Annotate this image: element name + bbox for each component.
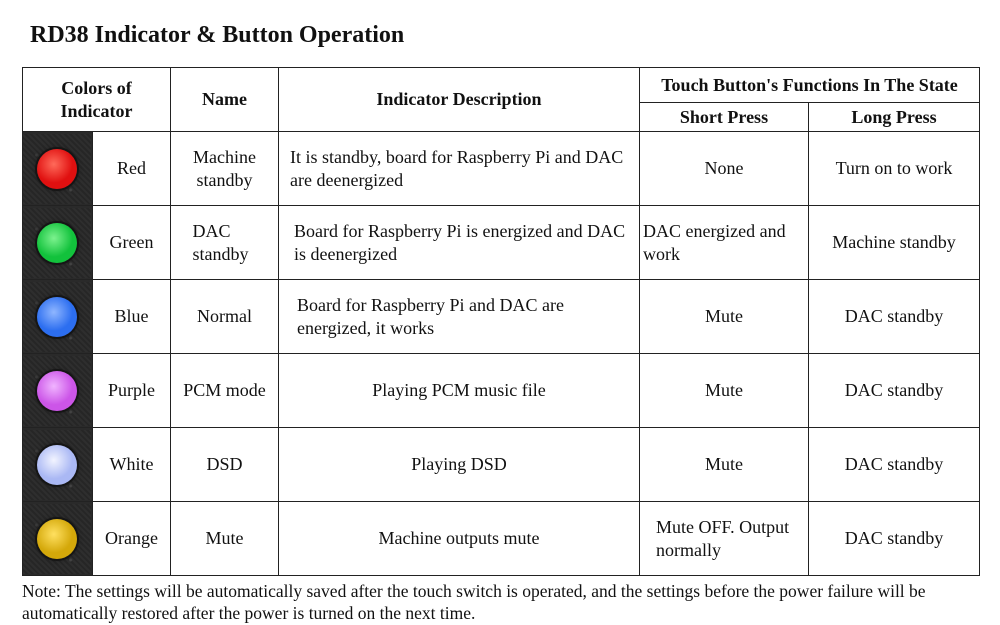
table-row — [23, 354, 980, 428]
table-row — [23, 502, 980, 576]
led-image-red — [23, 132, 93, 206]
page-title: RD38 Indicator & Button Operation — [30, 22, 405, 48]
header-long-press: Long Press — [809, 103, 980, 132]
table-row — [23, 206, 980, 280]
name-cell: DAC standby — [171, 206, 279, 280]
header-functions: Touch Button's Functions In The State — [640, 68, 980, 103]
led-image-orange — [23, 502, 93, 576]
long-press-cell: DAC standby — [809, 428, 980, 502]
description-cell: Board for Raspberry Pi and DAC are energized, it works — [279, 280, 640, 354]
red-led-icon — [37, 149, 77, 189]
long-press-cell: DAC standby — [809, 502, 980, 576]
description-cell: Playing PCM music file — [279, 354, 640, 428]
long-press-cell: Turn on to work — [809, 132, 980, 206]
short-press-cell: DAC energized and work — [640, 206, 809, 280]
led-image-blue — [23, 280, 93, 354]
orange-led-icon — [37, 519, 77, 559]
led-image-white — [23, 428, 93, 502]
color-cell: Green — [93, 206, 171, 280]
header-description: Indicator Description — [279, 68, 640, 132]
color-cell: Red — [93, 132, 171, 206]
table-row — [23, 428, 980, 502]
indicator-table — [22, 67, 980, 576]
short-press-cell: None — [640, 132, 809, 206]
purple-led-icon — [37, 371, 77, 411]
description-cell: Board for Raspberry Pi is energized and DAC is deenergized — [279, 206, 640, 280]
name-cell: PCM mode — [171, 354, 279, 428]
header-colors: Colors of Indicator — [23, 68, 171, 132]
short-press-cell: Mute — [640, 354, 809, 428]
led-image-green — [23, 206, 93, 280]
long-press-cell: Machine standby — [809, 206, 980, 280]
long-press-cell: DAC standby — [809, 354, 980, 428]
color-cell: Purple — [93, 354, 171, 428]
name-cell: DSD — [171, 428, 279, 502]
table-row — [23, 132, 980, 206]
led-image-purple — [23, 354, 93, 428]
name-cell: Normal — [171, 280, 279, 354]
table-row — [23, 280, 980, 354]
color-cell: Blue — [93, 280, 171, 354]
white-led-icon — [37, 445, 77, 485]
short-press-cell: Mute — [640, 280, 809, 354]
blue-led-icon — [37, 297, 77, 337]
green-led-icon — [37, 223, 77, 263]
name-cell: Mute — [171, 502, 279, 576]
color-cell: White — [93, 428, 171, 502]
header-short-press: Short Press — [640, 103, 809, 132]
description-cell: Playing DSD — [279, 428, 640, 502]
color-cell: Orange — [93, 502, 171, 576]
footnote: Note: The settings will be automatically saved after the touch switch is operated, and the settings before the power failure will be automatically restored after the power is turned on the next time. — [22, 581, 926, 623]
header-name: Name — [171, 68, 279, 132]
short-press-cell: Mute — [640, 428, 809, 502]
short-press-cell: Mute OFF. Output normally — [640, 502, 809, 576]
description-cell: It is standby, board for Raspberry Pi and DAC are deenergized — [279, 132, 640, 206]
name-cell: Machine standby — [171, 132, 279, 206]
description-cell: Machine outputs mute — [279, 502, 640, 576]
long-press-cell: DAC standby — [809, 280, 980, 354]
